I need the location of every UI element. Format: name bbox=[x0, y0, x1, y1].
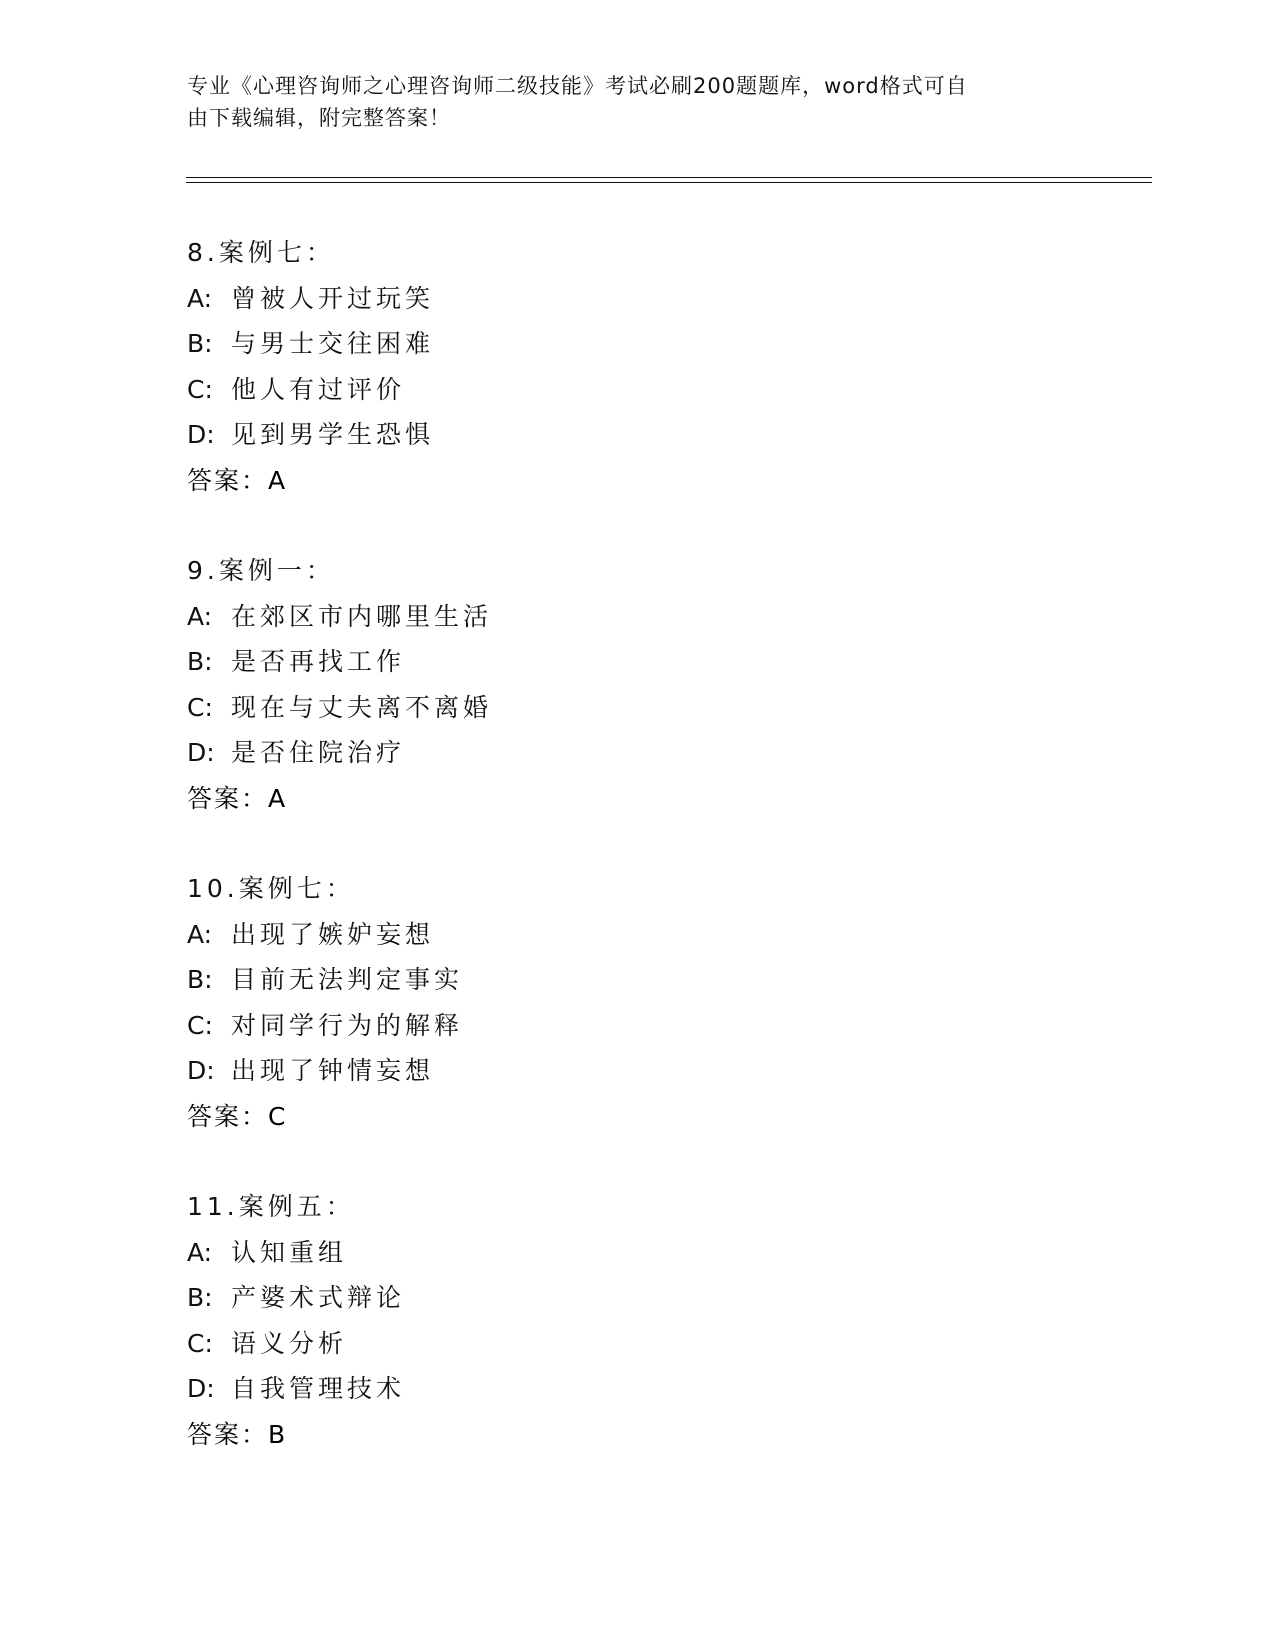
option-text: 是否再找工作 bbox=[231, 647, 406, 676]
option-d bbox=[187, 1048, 987, 1094]
option-a bbox=[187, 912, 987, 958]
header-divider-top bbox=[186, 177, 1152, 178]
option-text: 在郊区市内哪里生活 bbox=[231, 601, 493, 631]
option-c bbox=[187, 1321, 987, 1367]
option-letter: B: bbox=[187, 965, 213, 994]
option-d bbox=[187, 412, 987, 458]
option-c bbox=[187, 685, 987, 731]
option-letter: D: bbox=[187, 738, 215, 767]
option-d bbox=[187, 1366, 987, 1412]
option-letter: D: bbox=[187, 1056, 215, 1085]
option-letter: A: bbox=[187, 919, 213, 949]
option-text: 产婆术式辩论 bbox=[231, 1283, 406, 1312]
option-a bbox=[187, 1230, 987, 1276]
question-block bbox=[187, 548, 987, 821]
option-text: 语义分析 bbox=[231, 1328, 348, 1358]
answer-line: 答案：A bbox=[187, 783, 288, 813]
option-text: 自我管理技术 bbox=[231, 1374, 406, 1403]
header-line-1: 专业《心理咨询师之心理咨询师二级技能》考试必刷200题题库，word格式可自 bbox=[187, 74, 968, 98]
option-text: 现在与丈夫离不离婚 bbox=[231, 692, 493, 722]
option-b bbox=[187, 1275, 987, 1321]
option-letter: C: bbox=[187, 1010, 213, 1040]
option-text: 曾被人开过玩笑 bbox=[231, 283, 435, 313]
question-title: 11.案例五： bbox=[187, 1192, 355, 1221]
question-block bbox=[187, 1184, 987, 1457]
option-text: 认知重组 bbox=[231, 1237, 348, 1267]
option-letter: A: bbox=[187, 601, 213, 631]
option-letter: A: bbox=[187, 1237, 213, 1267]
option-letter: D: bbox=[187, 420, 215, 449]
option-a bbox=[187, 276, 987, 322]
answer-line: 答案：B bbox=[187, 1419, 288, 1449]
option-letter: B: bbox=[187, 647, 213, 676]
option-c bbox=[187, 1003, 987, 1049]
option-text: 见到男学生恐惧 bbox=[231, 420, 435, 449]
answer-line: 答案：A bbox=[187, 465, 288, 495]
option-b bbox=[187, 639, 987, 685]
option-letter: C: bbox=[187, 692, 213, 722]
option-letter: B: bbox=[187, 1283, 213, 1312]
document-header bbox=[187, 70, 1087, 134]
option-text: 出现了嫉妒妄想 bbox=[231, 919, 435, 949]
option-letter: A: bbox=[187, 283, 213, 313]
option-text: 是否住院治疗 bbox=[231, 738, 406, 767]
answer-line: 答案：C bbox=[187, 1101, 288, 1131]
option-text: 对同学行为的解释 bbox=[231, 1010, 464, 1040]
question-title: 10.案例七： bbox=[187, 874, 355, 903]
option-letter: B: bbox=[187, 329, 213, 358]
question-title: 8.案例七： bbox=[187, 238, 335, 267]
question-title: 9.案例一： bbox=[187, 556, 335, 585]
option-text: 与男士交往困难 bbox=[231, 329, 435, 358]
option-c bbox=[187, 367, 987, 413]
option-letter: C: bbox=[187, 1328, 213, 1358]
option-text: 他人有过评价 bbox=[231, 374, 406, 404]
question-block bbox=[187, 866, 987, 1139]
header-line-2: 由下载编辑，附完整答案！ bbox=[187, 106, 451, 130]
option-d bbox=[187, 730, 987, 776]
option-a bbox=[187, 594, 987, 640]
option-b bbox=[187, 957, 987, 1003]
header-divider-bottom bbox=[186, 182, 1152, 183]
option-text: 目前无法判定事实 bbox=[231, 965, 464, 994]
option-letter: C: bbox=[187, 374, 213, 404]
question-block bbox=[187, 230, 987, 503]
option-letter: D: bbox=[187, 1374, 215, 1403]
option-text: 出现了钟情妄想 bbox=[231, 1056, 435, 1085]
option-b bbox=[187, 321, 987, 367]
